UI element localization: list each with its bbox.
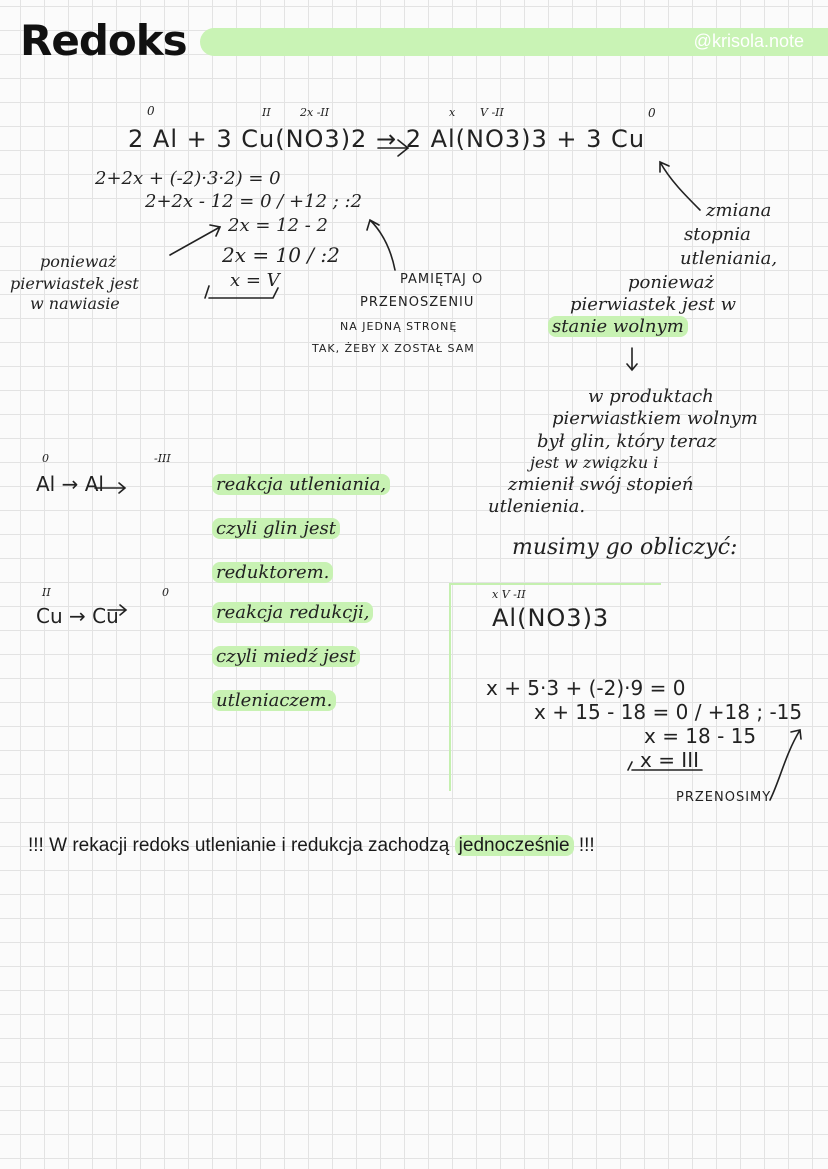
half1-text1: reakcja utleniania,	[212, 474, 390, 495]
note-products-line3: był glin, który teraz	[537, 431, 717, 452]
note-left-line3: w nawiasie	[30, 294, 120, 313]
calc2-line3: x = 18 - 15	[644, 724, 757, 748]
note-center-line4: TAK, ŻEBY X ZOSTAŁ SAM	[312, 342, 475, 355]
calc2-bracket	[628, 762, 702, 770]
note-left-line1: ponieważ	[40, 252, 117, 271]
note-products-line6: utlenienia.	[488, 496, 586, 517]
footer-text-start: !!! W rekacji redoks utlenianie i redukcja zachodzą	[28, 835, 455, 856]
calc1-line3: 2x = 12 - 2	[228, 215, 329, 236]
half1-equation: Al → Al	[36, 472, 104, 496]
down-arrow	[627, 348, 637, 370]
note-right-line3: utleniania,	[680, 248, 778, 269]
half2-text2: czyli miedź jest	[212, 646, 360, 667]
ox-no3-left: 2x -II	[300, 106, 330, 119]
note-left-line2: pierwiastek jest	[10, 274, 139, 293]
half1-ox-right: -III	[154, 452, 171, 465]
ox-al-left: 0	[147, 104, 155, 118]
calc1-line4: 2x = 10 / :2	[222, 243, 340, 267]
note-products-line4: jest w związku i	[530, 453, 659, 472]
page-title: Redoks	[20, 16, 187, 65]
note-center-line2: PRZENOSZENIU	[360, 295, 475, 310]
note-right-line5: pierwiastek jest w	[570, 294, 737, 315]
calc2-formula: Al(NO3)3	[492, 604, 610, 632]
must-calculate: musimy go obliczyć:	[512, 535, 738, 560]
half1-text2: czyli glin jest	[212, 518, 340, 539]
calc2-line1: x + 5·3 + (-2)·9 = 0	[486, 676, 686, 700]
ox-al-right: x	[449, 106, 456, 119]
note-right-line1: zmiana	[706, 200, 772, 221]
note-right-line4: ponieważ	[628, 272, 714, 293]
ox-cu-left: II	[262, 106, 271, 119]
note-right-line2: stopnia	[684, 224, 751, 245]
ox-no3-right: V -II	[480, 106, 504, 119]
moved-arrow	[770, 730, 801, 800]
calc1-line5: x = V	[230, 270, 280, 291]
footer-text-end: !!!	[573, 835, 595, 856]
calc2-line4: x = III	[640, 748, 700, 772]
calc1-line1: 2+2x + (-2)·3·2) = 0	[95, 168, 281, 189]
half1-arrow	[95, 483, 125, 493]
main-equation: 2 Al + 3 Cu(NO3)2 → 2 Al(NO3)3 + 3 Cu	[128, 125, 646, 153]
note-center-line3: NA JEDNĄ STRONĘ	[340, 320, 458, 333]
calc2-ox: x V -II	[492, 588, 526, 601]
half2-equation: Cu → Cu	[36, 604, 119, 628]
right-note-arrow	[660, 162, 700, 210]
footer-statement	[28, 835, 595, 857]
note-center-line1: PAMIĘTAJ O	[400, 272, 484, 287]
ox-cu-right: 0	[648, 106, 656, 120]
half2-text3: utleniaczem.	[212, 690, 336, 711]
half1-ox-left: 0	[42, 452, 49, 465]
calc2-moved-note: PRZENOSIMY	[676, 790, 772, 805]
left-note-arrow	[170, 225, 220, 255]
half1-text3: reduktorem.	[212, 562, 333, 583]
half2-text1: reakcja redukcji,	[212, 602, 373, 623]
calc1-line2: 2+2x - 12 = 0 / +12 ; :2	[145, 191, 363, 212]
center-note-arrow	[367, 220, 395, 270]
half2-arrow	[108, 605, 126, 615]
half2-ox-left: II	[42, 586, 51, 599]
half2-ox-right: 0	[162, 586, 169, 599]
calc1-bracket	[205, 286, 278, 298]
footer-highlight: jednocześnie	[455, 835, 574, 856]
calc2-line2: x + 15 - 18 = 0 / +18 ; -15	[534, 700, 803, 724]
watermark: @krisola.note	[693, 31, 804, 51]
note-products-line2: pierwiastkiem wolnym	[552, 408, 758, 429]
note-products-line5: zmienił swój stopień	[508, 474, 694, 495]
note-right-line6: stanie wolnym	[548, 316, 688, 337]
note-products-line1: w produktach	[588, 386, 714, 407]
